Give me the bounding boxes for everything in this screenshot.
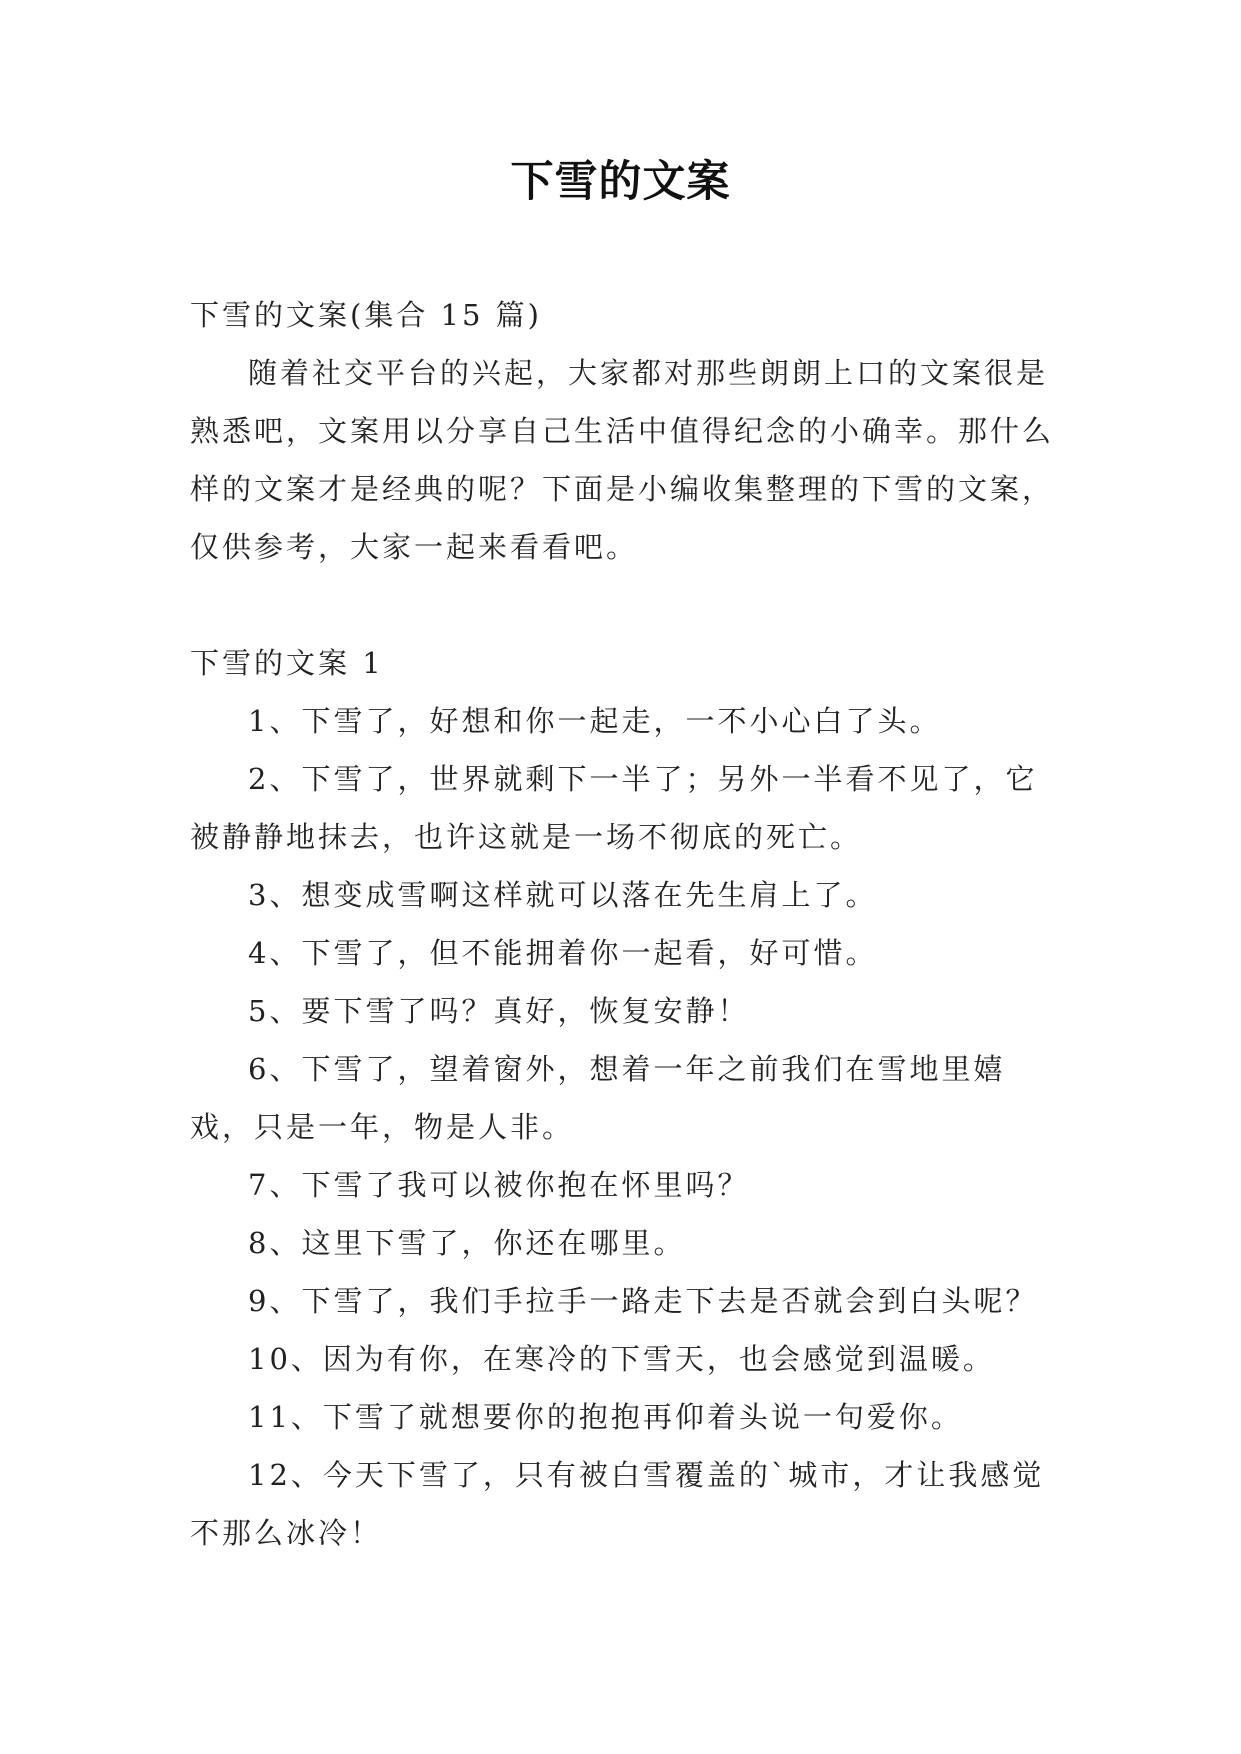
list-item: 10、因为有你，在寒冷的下雪天，也会感觉到温暖。	[248, 1342, 995, 1376]
document-title: 下雪的文案	[510, 157, 731, 207]
section-heading: 下雪的文案 1	[190, 646, 384, 680]
list-item: 12、今天下雪了，只有被白雪覆盖的`城市，才让我感觉不那么冰冷！	[190, 1458, 1045, 1550]
list-item: 5、要下雪了吗？真好，恢复安静！	[248, 994, 750, 1028]
paragraph-spacer	[190, 576, 1060, 634]
intro-paragraph: 随着社交平台的兴起，大家都对那些朗朗上口的文案很是熟悉吧，文案用以分享自己生活中值得纪念的小确幸。那什么样的文案才是经典的呢？下面是小编收集整理的下雪的文案，仅供参考，大家一起来看看吧。	[190, 356, 1055, 564]
list-item: 2、下雪了，世界就剩下一半了；另外一半看不见了，它被静静地抹去，也许这就是一场不彻底的死亡。	[190, 762, 1038, 854]
list-item: 9、下雪了，我们手拉手一路走下去是否就会到白头呢？	[248, 1284, 1038, 1318]
list-item: 6、下雪了，望着窗外，想着一年之前我们在雪地里嬉戏，只是一年，物是人非。	[190, 1052, 1006, 1144]
list-item: 8、这里下雪了，你还在哪里。	[248, 1226, 686, 1260]
list-item: 3、想变成雪啊这样就可以落在先生肩上了。	[248, 878, 878, 912]
list-item: 7、下雪了我可以被你抱在怀里吗？	[248, 1168, 750, 1202]
list-item: 4、下雪了，但不能拥着你一起看，好可惜。	[248, 936, 878, 970]
document-body	[190, 286, 1060, 1562]
list-item: 11、下雪了就想要你的抱抱再仰着头说一句爱你。	[248, 1400, 963, 1434]
list-item: 1、下雪了，好想和你一起走，一不小心白了头。	[248, 704, 942, 738]
document-subtitle: 下雪的文案(集合 15 篇)	[190, 298, 542, 332]
